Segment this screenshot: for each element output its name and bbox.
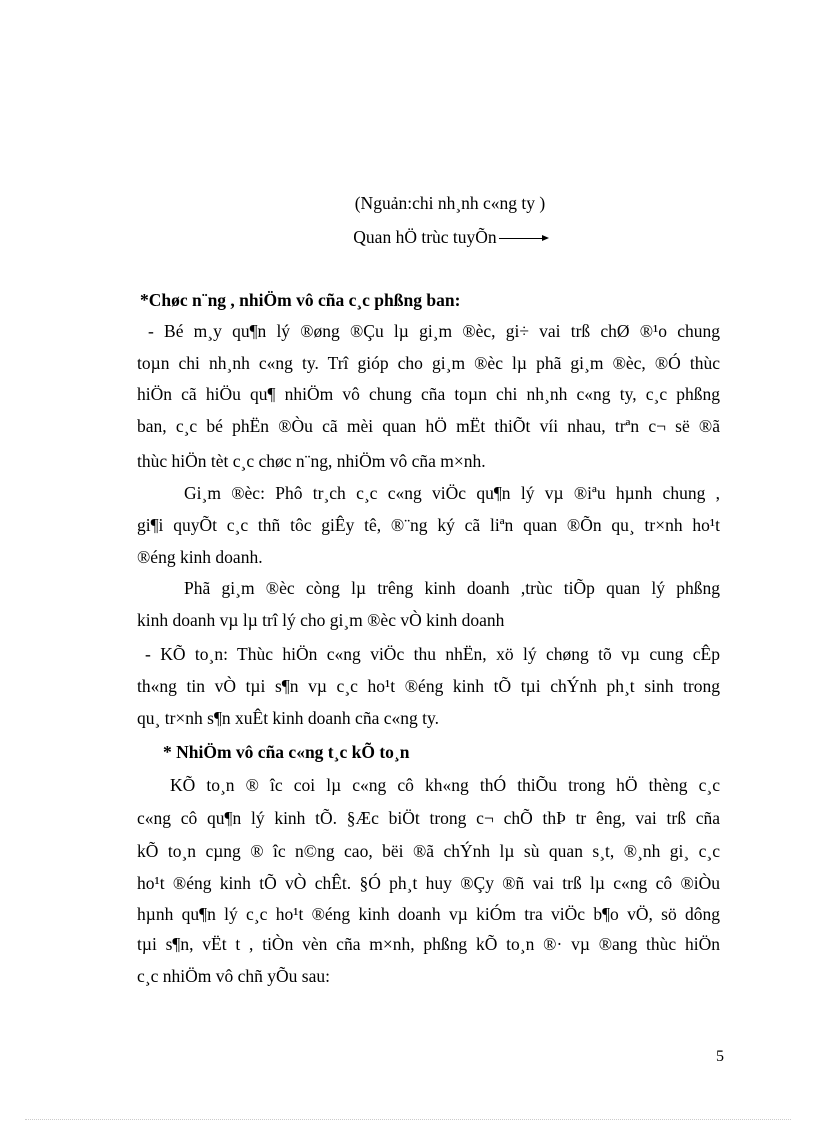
paragraph-line: toµn chi nh¸nh c«ng ty. Trî gióp cho gi¸m ®èc lµ phã gi¸m ®èc, ®Ó thùc (137, 353, 720, 373)
paragraph-line: gi¶i quyÕt c¸c thñ tôc giÊy tê, ®¨ng ký cã liªn quan ®Õn qu¸ tr×nh ho¹t (137, 515, 720, 535)
paragraph-line: - KÕ to¸n: Thùc hiÖn c«ng viÖc thu nhËn, xö lý chøng tõ vµ cung cÊp (145, 644, 720, 664)
section-heading: *Chøc n¨ng , nhiÖm vô cña c¸c phßng ban: (140, 290, 461, 310)
paragraph-line: kinh doanh vµ lµ trî lý cho gi¸m ®èc vÒ kinh doanh (137, 610, 505, 630)
page-number: 5 (716, 1048, 724, 1065)
paragraph-line: thùc hiÖn tèt c¸c chøc n¨ng, nhiÖm vô cña m×nh. (137, 451, 486, 471)
paragraph-line: kÕ to¸n cµng ® îc n©ng cao, bëi ®ã chÝnh lµ sù quan s¸t, ®¸nh gi¸ c¸c (137, 841, 720, 861)
section-heading: * NhiÖm vô cña c«ng t¸c kÕ to¸n (163, 742, 410, 762)
paragraph-line: hµnh qu¶n lý c¸c ho¹t ®éng kinh doanh vµ kiÓm tra viÖc b¶o vÖ, sö dông (137, 904, 720, 924)
paragraph-line: tµi s¶n, vËt t , tiÒn vèn cña m×nh, phßng kÕ to¸n ®· vµ ®ang thùc hiÖn (137, 934, 720, 954)
paragraph-line: hiÖn cã hiÖu qu¶ nhiÖm vô chung cña toµn chi nh¸nh c«ng ty, c¸c phßng (137, 384, 720, 404)
source-note: (Nguản:chi nh¸nh c«ng ty ) (354, 193, 546, 213)
paragraph-line: ®éng kinh doanh. (137, 547, 263, 567)
paragraph-line: - Bé m¸y qu¶n lý ®øng ®Çu lµ gi¸m ®èc, gi÷ vai trß chØ ®¹o chung (148, 321, 720, 341)
paragraph-line: Phã gi¸m ®èc còng lµ trêng kinh doanh ,trùc tiÕp quan lý phßng (184, 578, 720, 598)
legend-line (0, 227, 816, 247)
paragraph-line: ho¹t ®éng kinh tÕ vÒ chÊt. §Ó ph¸t huy ®Çy ®ñ vai trß lµ c«ng cô ®iÒu (137, 873, 720, 893)
paragraph-line: ban, c¸c bé phËn ®Òu cã mèi quan hÖ mËt thiÕt víi nhau, trªn c¬ së ®ã (137, 416, 720, 436)
page-boundary-divider (25, 1119, 791, 1120)
paragraph-line: qu¸ tr×nh s¶n xuÊt kinh doanh cña c«ng ty. (137, 708, 439, 728)
paragraph-line: c¸c nhiÖm vô chñ yÕu sau: (137, 966, 330, 986)
paragraph-line: KÕ to¸n ® îc coi lµ c«ng cô kh«ng thÓ thiÕu trong hÖ thèng c¸c (170, 775, 720, 795)
legend-label: Quan hÖ trùc tuyÕn (353, 227, 497, 247)
paragraph-line: th«ng tin vÒ tµi s¶n vµ c¸c ho¹t ®éng kinh tÕ tµi chÝnh ph¸t sinh trong (137, 676, 720, 696)
paragraph-line: c«ng cô qu¶n lý kinh tÕ. §Æc biÖt trong c¬ chÕ thÞ tr êng, vai trß cña (137, 808, 720, 828)
paragraph-line: Gi¸m ®èc: Phô tr¸ch c¸c c«ng viÖc qu¶n lý vµ ®iªu hµnh chung , (184, 483, 720, 503)
arrow-icon (499, 238, 547, 239)
